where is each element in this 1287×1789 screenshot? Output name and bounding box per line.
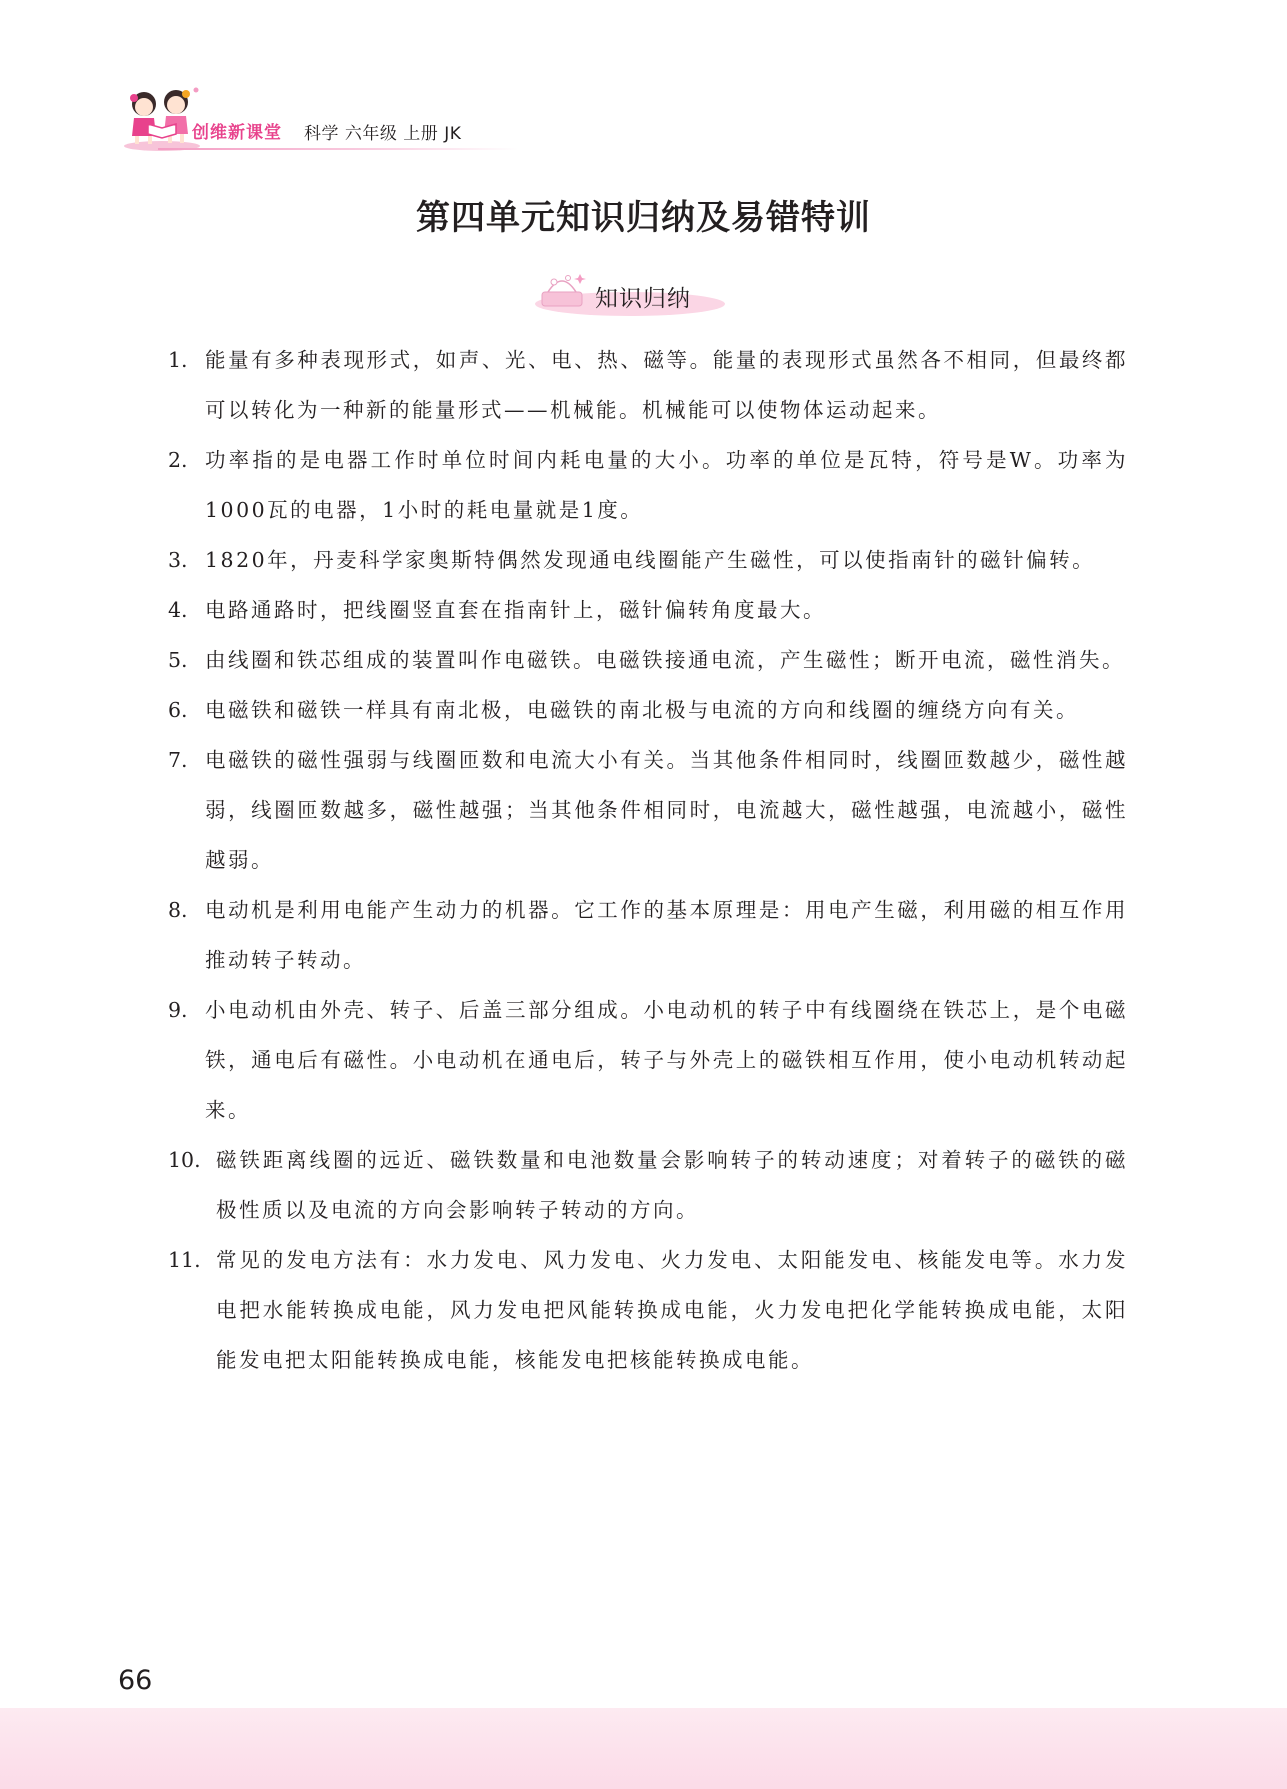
list-item	[168, 635, 1128, 685]
item-text: 1820年，丹麦科学家奥斯特偶然发现通电线圈能产生磁性，可以使指南针的磁针偏转。	[205, 548, 1096, 572]
list-item	[168, 335, 1128, 435]
list-item	[168, 435, 1128, 535]
item-number: 5.	[168, 648, 188, 672]
item-text: 电动机是利用电能产生动力的机器。它工作的基本原理是：用电产生磁，利用磁的相互作用推动转子转动。	[205, 898, 1128, 972]
item-number: 10.	[168, 1148, 201, 1172]
book-info: 科学 六年级 上册 JK	[304, 124, 462, 144]
section-banner	[530, 262, 730, 322]
item-number: 3.	[168, 548, 188, 572]
item-text: 由线圈和铁芯组成的装置叫作电磁铁。电磁铁接通电流，产生磁性；断开电流，磁性消失。	[205, 648, 1125, 672]
item-number: 7.	[168, 748, 188, 772]
item-number: 1.	[168, 348, 188, 372]
item-number: 6.	[168, 698, 188, 722]
list-item	[168, 685, 1128, 735]
list-item	[168, 585, 1128, 635]
header-divider	[158, 148, 518, 150]
item-text: 小电动机由外壳、转子、后盖三部分组成。小电动机的转子中有线圈绕在铁芯上，是个电磁铁，通电后有磁性。小电动机在通电后，转子与外壳上的磁铁相互作用，使小电动机转动起来。	[205, 998, 1128, 1122]
item-number: 11.	[168, 1248, 201, 1272]
list-item	[168, 1135, 1128, 1235]
item-number: 8.	[168, 898, 188, 922]
item-number: 4.	[168, 598, 188, 622]
item-text: 能量有多种表现形式，如声、光、电、热、磁等。能量的表现形式虽然各不相同，但最终都可以转化为一种新的能量形式——机械能。机械能可以使物体运动起来。	[205, 348, 1128, 422]
bottom-decorative-band	[0, 1708, 1287, 1789]
item-number: 9.	[168, 998, 188, 1022]
knowledge-list	[168, 335, 1128, 1385]
item-text: 磁铁距离线圈的远近、磁铁数量和电池数量会影响转子的转动速度；对着转子的磁铁的磁极性质以及电流的方向会影响转子转动的方向。	[216, 1148, 1128, 1222]
page-header	[118, 84, 638, 156]
list-item	[168, 1235, 1128, 1385]
list-item	[168, 535, 1128, 585]
page-title: 第四单元知识归纳及易错特训	[416, 198, 871, 238]
item-text: 电磁铁和磁铁一样具有南北极，电磁铁的南北极与电流的方向和线圈的缠绕方向有关。	[205, 698, 1079, 722]
section-title: 知识归纳	[595, 286, 691, 312]
list-item	[168, 735, 1128, 885]
list-item	[168, 885, 1128, 985]
item-text: 功率指的是电器工作时单位时间内耗电量的大小。功率的单位是瓦特，符号是W。功率为1000瓦的电器，1小时的耗电量就是1度。	[205, 448, 1128, 522]
page-number: 66	[118, 1665, 153, 1696]
brand-name: 创维新课堂	[192, 123, 282, 143]
item-text: 电磁铁的磁性强弱与线圈匝数和电流大小有关。当其他条件相同时，线圈匝数越少，磁性越弱，线圈匝数越多，磁性越强；当其他条件相同时，电流越大，磁性越强，电流越小，磁性越弱。	[205, 748, 1128, 872]
list-item	[168, 985, 1128, 1135]
item-text: 常见的发电方法有：水力发电、风力发电、火力发电、太阳能发电、核能发电等。水力发电把水能转换成电能，风力发电把风能转换成电能，火力发电把化学能转换成电能，太阳能发电把太阳能转换成电能，核能发电把核能转换成电能。	[216, 1248, 1128, 1372]
item-text: 电路通路时，把线圈竖直套在指南针上，磁针偏转角度最大。	[205, 598, 826, 622]
item-number: 2.	[168, 448, 188, 472]
